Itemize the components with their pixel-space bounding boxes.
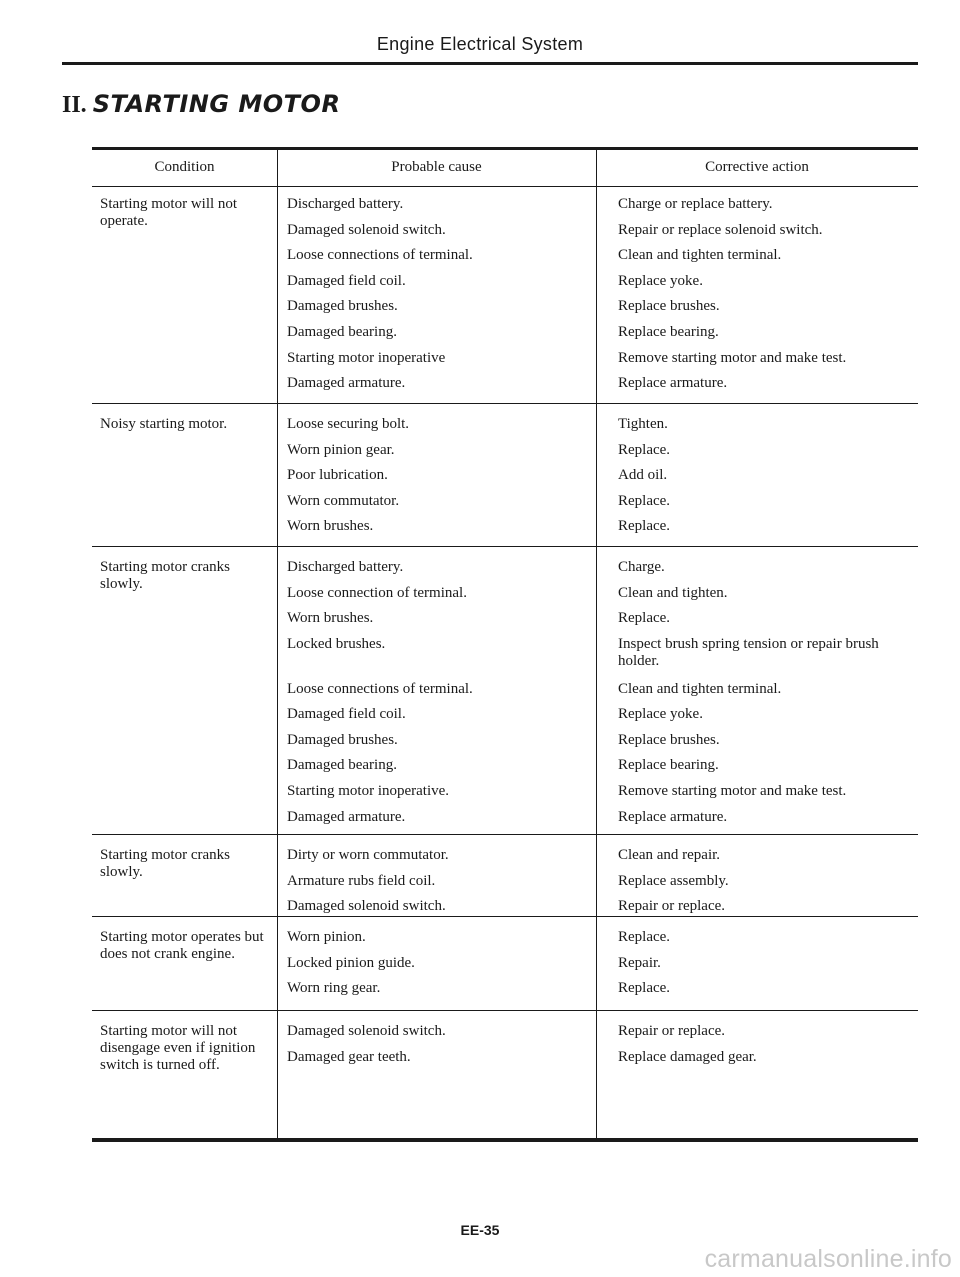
action-cell: Replace bearing. <box>618 324 719 340</box>
cause-cell: Loose connections of terminal. <box>287 681 473 697</box>
cause-cell: Damaged armature. <box>287 375 406 391</box>
cause-cell: Discharged battery. <box>287 196 404 212</box>
cause-cell: Worn ring gear. <box>287 980 381 996</box>
cause-cell: Locked brushes. <box>287 636 386 652</box>
action-cell: Repair or replace. <box>618 1023 726 1039</box>
action-cell: Add oil. <box>618 467 668 483</box>
action-cell: Charge. <box>618 559 665 575</box>
cause-cell: Starting motor inoperative <box>287 350 446 366</box>
condition-cell: Starting motor cranks slowly. <box>100 847 230 880</box>
action-cell: Replace bearing. <box>618 757 719 773</box>
cause-cell: Damaged gear teeth. <box>287 1049 411 1065</box>
action-cell: Repair or replace solenoid switch. <box>618 222 823 238</box>
column-divider-1 <box>277 147 278 1142</box>
cause-cell: Damaged solenoid switch. <box>287 1023 446 1039</box>
cause-cell: Damaged solenoid switch. <box>287 898 446 914</box>
group-divider <box>92 834 918 835</box>
group-divider <box>92 1010 918 1011</box>
header-corrective-action: Corrective action <box>705 159 809 175</box>
cause-cell: Locked pinion guide. <box>287 955 415 971</box>
action-cell: Replace. <box>618 610 671 626</box>
cause-cell: Dirty or worn commutator. <box>287 847 449 863</box>
group-divider <box>92 546 918 547</box>
condition-cell: Starting motor cranks slowly. <box>100 559 230 592</box>
action-cell: Charge or replace battery. <box>618 196 773 212</box>
cause-cell: Discharged battery. <box>287 559 404 575</box>
page-number: EE-35 <box>460 1222 500 1238</box>
header-rule <box>62 62 918 65</box>
action-cell: Replace armature. <box>618 809 728 825</box>
action-cell: Replace yoke. <box>618 273 703 289</box>
action-cell: Remove starting motor and make test. <box>618 783 847 799</box>
table-top-rule <box>92 147 918 150</box>
section-number: II. <box>62 92 87 118</box>
action-cell: Remove starting motor and make test. <box>618 350 847 366</box>
action-cell: Replace. <box>618 442 671 458</box>
cause-cell: Damaged armature. <box>287 809 406 825</box>
action-cell: Replace yoke. <box>618 706 703 722</box>
cause-cell: Armature rubs field coil. <box>287 873 436 889</box>
condition-cell: Noisy starting motor. <box>100 416 228 432</box>
action-cell: Replace. <box>618 518 671 534</box>
action-cell: Inspect brush spring tension or repair brush holder. <box>618 636 879 669</box>
action-cell: Clean and tighten. <box>618 585 728 601</box>
cause-cell: Poor lubrication. <box>287 467 388 483</box>
cause-cell: Damaged field coil. <box>287 273 406 289</box>
action-cell: Clean and repair. <box>618 847 721 863</box>
action-cell: Tighten. <box>618 416 668 432</box>
running-head: Engine Electrical System <box>376 34 584 54</box>
table-bottom-rule <box>92 1138 918 1142</box>
action-cell: Replace armature. <box>618 375 728 391</box>
condition-cell: Starting motor will not disengage even if ignition switch is turned off. <box>100 1023 256 1073</box>
condition-cell: Starting motor will not operate. <box>100 196 238 229</box>
action-cell: Replace. <box>618 493 671 509</box>
cause-cell: Damaged solenoid switch. <box>287 222 446 238</box>
cause-cell: Damaged bearing. <box>287 324 397 340</box>
action-cell: Replace assembly. <box>618 873 729 889</box>
cause-cell: Worn pinion gear. <box>287 442 395 458</box>
cause-cell: Damaged bearing. <box>287 757 397 773</box>
action-cell: Replace damaged gear. <box>618 1049 757 1065</box>
cause-cell: Worn pinion. <box>287 929 366 945</box>
condition-cell: Starting motor operates but does not crank engine. <box>100 929 264 962</box>
group-divider <box>92 916 918 917</box>
group-divider <box>92 403 918 404</box>
section-title <box>62 90 340 119</box>
action-cell: Clean and tighten terminal. <box>618 681 782 697</box>
cause-cell: Loose connection of terminal. <box>287 585 467 601</box>
cause-cell: Starting motor inoperative. <box>287 783 450 799</box>
cause-cell: Damaged brushes. <box>287 732 398 748</box>
header-probable-cause: Probable cause <box>391 159 482 175</box>
section-title-text: STARTING MOTOR <box>92 90 341 118</box>
column-divider-2 <box>596 147 597 1142</box>
action-cell: Repair or replace. <box>618 898 726 914</box>
cause-cell: Damaged field coil. <box>287 706 406 722</box>
action-cell: Replace brushes. <box>618 732 720 748</box>
cause-cell: Loose securing bolt. <box>287 416 410 432</box>
cause-cell: Worn brushes. <box>287 518 374 534</box>
action-cell: Replace. <box>618 980 671 996</box>
header-rule-bottom <box>92 186 918 187</box>
header-condition: Condition <box>154 159 215 175</box>
action-cell: Clean and tighten terminal. <box>618 247 782 263</box>
watermark: carmanualsonline.info <box>704 1245 952 1273</box>
cause-cell: Worn brushes. <box>287 610 374 626</box>
cause-cell: Damaged brushes. <box>287 298 398 314</box>
action-cell: Replace brushes. <box>618 298 720 314</box>
cause-cell: Worn commutator. <box>287 493 400 509</box>
action-cell: Repair. <box>618 955 661 971</box>
troubleshooting-table <box>92 147 918 1142</box>
cause-cell: Loose connections of terminal. <box>287 247 473 263</box>
action-cell: Replace. <box>618 929 671 945</box>
